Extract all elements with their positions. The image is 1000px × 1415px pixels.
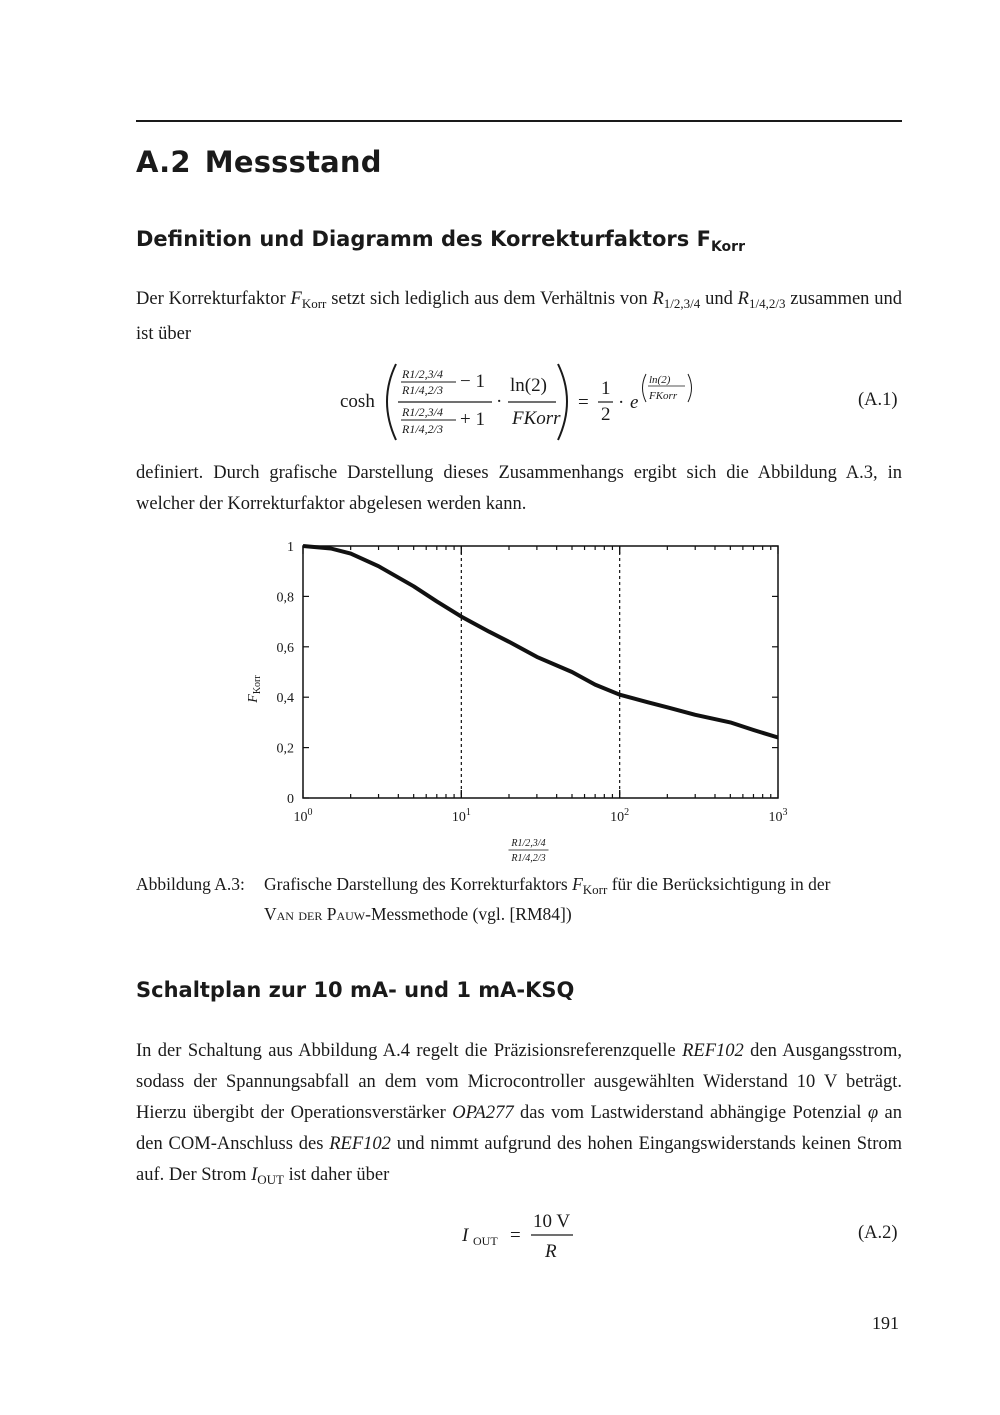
eq2-equals: = [510,1225,521,1246]
var-iout-sub: OUT [257,1172,284,1187]
eq-r-den-top: R1/4,2/3 [402,383,443,397]
paragraph-intro [136,284,902,350]
paragraph-definiert [136,458,902,520]
eq-minus-one: − 1 [460,371,485,392]
chart-x-tick-label: $10^0$ [293,807,313,825]
page-number: 191 [872,1313,899,1333]
eq-paren-left [387,364,396,440]
ref102: REF102 [329,1134,391,1154]
eq-one: 1 [601,378,611,399]
eq-exp-den: FKorr [649,390,678,402]
var-iout: I [251,1165,258,1185]
opa277: OPA277 [452,1103,514,1123]
var-r1-sub: 1/2,3/4 [663,296,701,311]
var-f: F [290,289,302,309]
eq-e: e [630,392,639,413]
eq-r-num-bottom: R1/2,3/4 [402,405,443,419]
section-number: A.2 [136,145,191,179]
chart-y-tick-label: 0,8 [276,590,294,606]
caption-smallcaps: Van der Pauw [264,904,366,924]
chart-y-tick-label: 1 [287,540,294,555]
eq-exp-paren-left [643,374,647,402]
subsection-title-text: Definition und Diagramm des Korrekturfaktors F [136,227,711,251]
chart-fkorr [230,533,800,868]
subsection-title-subscript: Korr [710,239,745,255]
eq-fkorr: FKorr [512,408,561,429]
section-title-text: Messstand [204,145,382,179]
eq-equals: = [578,392,589,413]
ref102: REF102 [682,1041,744,1061]
var-r1: R [652,289,664,309]
text: In der Schaltung aus Abbildung A.4 regelt die Präzisionsreferenzquelle [136,1041,683,1061]
eq-plus-one: + 1 [460,409,485,430]
caption-var: F [572,874,583,894]
subsection-title-schaltplan: Schaltplan zur 10 mA- und 1 mA-KSQ [136,978,575,1002]
chart-y-tick-label: 0 [287,792,294,807]
var-f-sub: Korr [301,296,327,311]
var-r2: R [737,289,749,309]
subsection-title-korrekturfaktor [136,227,745,255]
eq-cdot2: · [618,392,625,413]
chart-x-axis-label [509,838,549,864]
header-rule [136,120,902,122]
eq2-lhs-sub: OUT [473,1234,498,1248]
eq-ln2: ln(2) [510,375,547,396]
eq2-numerator: 10 V [533,1211,571,1232]
text: zusammen und ist über [136,289,903,344]
eq-r-num-top: R1/2,3/4 [402,367,443,381]
paragraph-definiert-text: definiert. Durch grafische Darstellung dieses Zusammenhangs ergibt sich die Abbildung A.3, in welcher der Korrekturfaktor abgelesen werden kann. [136,463,902,514]
text: den Ausgangsstrom, sodass der Spannungsabfall an dem vom Microcontroller ausgewählten Widerstand 10 V beträgt. Hierzu übergibt der Operationsverstärker [136,1041,902,1123]
eq2-denominator: R [545,1241,557,1262]
chart-x-tick-label: $10^2$ [610,807,630,825]
phi: φ [867,1103,879,1123]
figure-caption [136,872,902,927]
eq2-lhs: I [462,1225,469,1246]
chart-x-label-numerator: R1/2,3/4 [511,838,546,849]
chart-y-axis-label: $F_{Korr}$ [246,675,263,703]
chart-frame [303,546,778,798]
eq-r-den-bottom: R1/4,2/3 [402,422,443,436]
text: und [700,289,738,309]
chart-y-tick-label: 0,2 [276,741,294,757]
caption-text: für die Berücksichtigung in der [607,874,831,894]
equation-a2 [460,1205,590,1265]
chart-x-tick-label: $10^3$ [768,807,788,825]
equation-number-a2: (A.2) [858,1223,898,1243]
text: und nimmt aufgrund des hohen Eingangswiderstands keinen Strom auf. Der Strom [136,1134,902,1185]
caption-var-sub: Korr [582,882,608,897]
chart-y-tick-label: 0,6 [276,640,294,656]
section-title [136,145,382,179]
caption-text: -Messmethode (vgl. [RM84]) [365,904,572,924]
var-r2-sub: 1/4,2/3 [748,296,786,311]
paragraph-schaltung [136,1036,902,1195]
eq-exp-paren-right [688,374,692,402]
text: ist daher über [283,1165,390,1185]
eq-exp-num: ln(2) [649,374,671,386]
eq-cdot: · [496,391,503,412]
caption-label: Abbildung A.3: [136,874,245,894]
chart-x-label-denominator: R1/4,2/3 [511,853,546,864]
text: an den COM-Anschluss des [136,1103,902,1154]
chart-series-line-fkorr [303,546,778,738]
text: setzt sich lediglich aus dem Verhältnis von [326,289,653,309]
chart-x-tick-label: $10^1$ [451,807,471,825]
equation-number-a1: (A.1) [858,390,898,410]
caption-text: Grafische Darstellung des Korrekturfaktors [264,874,573,894]
chart-y-tick-label: 0,4 [276,691,294,707]
eq-two: 2 [601,404,611,425]
text: Der Korrekturfaktor [136,289,291,309]
equation-a1 [330,358,710,448]
text: das vom Lastwiderstand abhängige Potenzial [513,1103,868,1123]
eq-cosh: cosh [340,391,375,412]
